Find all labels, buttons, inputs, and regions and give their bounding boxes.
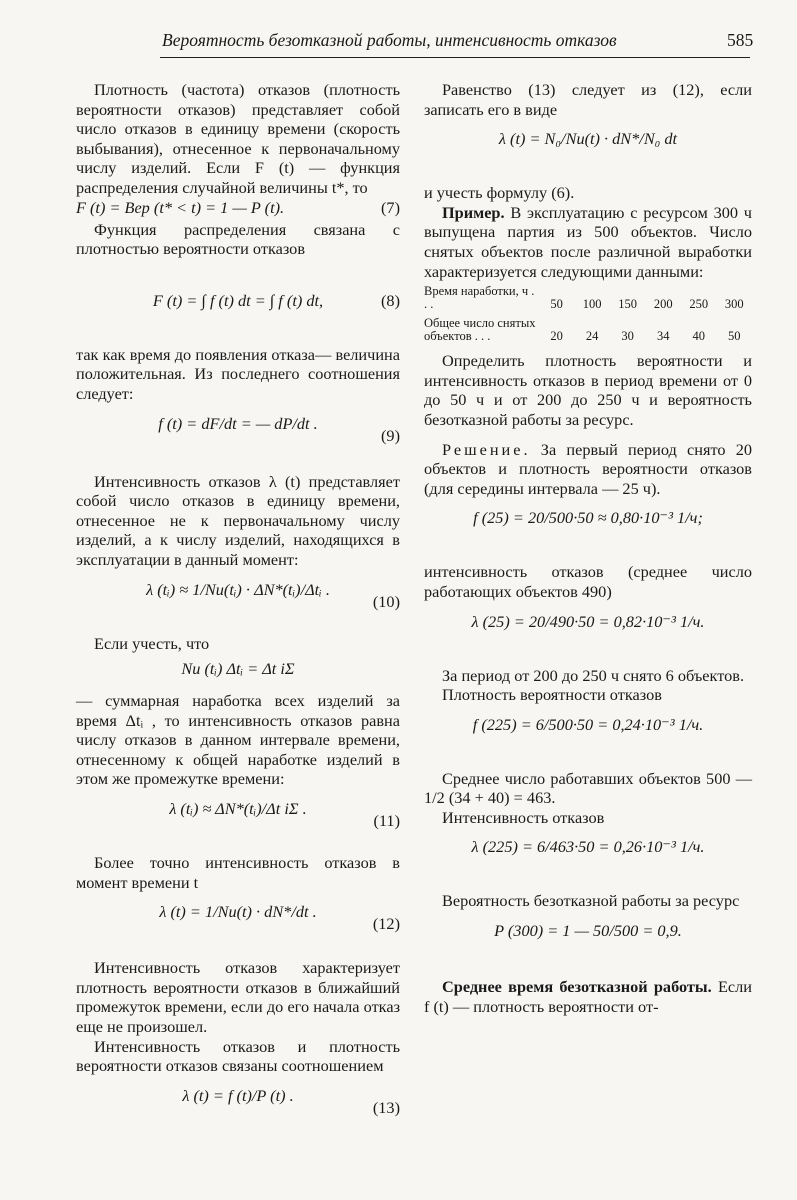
paragraph: Среднее время безотказной работы. Если f (t) — плотность вероятности от- (424, 977, 752, 1016)
paragraph: Решение. За первый период снято 20 объектов и плотность вероятности отказов (для середины интервала — 25 ч). (424, 439, 752, 498)
paragraph: Интенсивность отказов (442, 807, 605, 827)
data-table (424, 285, 752, 343)
paragraph: Равенство (13) следует из (12), если записать его в виде (424, 80, 752, 119)
paragraph: Определить плотность вероятности и интенсивность отказов в период времени от 0 до 50 ч и от 200 до 250 ч и вероятность безотказной работы за ресурс. (424, 351, 752, 429)
equation-e: λ (225) = 6/463·50 = 0,26·10⁻³ 1/ч. (471, 837, 705, 857)
paragraph: Если учесть, что (94, 633, 210, 653)
equation-d: f (225) = 6/500·50 = 0,24·10⁻³ 1/ч. (472, 714, 704, 734)
equation-11: λ (tᵢ) ≈ ΔN*(tᵢ)/Δt iΣ . (11) (169, 799, 400, 831)
paragraph: Интенсивность отказов λ (t) представляет собой число отказов в единицу времени, отнесенное не к первоначальному числу изделий, а к числу изделий, находящихся в эксплуатации в данный момент: (76, 471, 400, 569)
paragraph: интенсивность отказов (среднее число работающих объектов 490) (424, 562, 752, 601)
paragraph: Интенсивность отказов характеризует плотность вероятности отказов в ближайший промежуток времени, если до его начала отказ еще не произошел. (76, 958, 400, 1037)
page-number: 585 (727, 30, 754, 50)
equation-a: λ (t) = N₀/Nи(t) · dN*/N₀ dt (498, 129, 678, 149)
equation-b: f (25) = 20/500·50 ≈ 0,80·10⁻³ 1/ч; (473, 508, 703, 528)
paragraph: так как время до появления отказа— величина положительная. Из последнего соотношения следует: (76, 344, 400, 403)
equation-c: λ (25) = 20/490·50 = 0,82·10⁻³ 1/ч. (471, 611, 705, 631)
equation-9: f (t) = dF/dt = — dP/dt . (9) (158, 413, 400, 445)
equation-8: F (t) = ∫ f (t) dt = ∫ f (t) dt, (8) (152, 290, 400, 310)
paragraph: Плотность вероятности отказов (442, 685, 662, 705)
paragraph: Функция распределения связана с плотностью вероятности отказов (76, 219, 400, 259)
paragraph: Вероятность безотказной работы за ресурс (442, 891, 740, 911)
equation-ni: Nи (tᵢ) Δtᵢ = Δt iΣ (181, 659, 295, 679)
running-header: Вероятность безотказной работы, интенсивность отказов (162, 30, 617, 50)
table-row: Время наработки, ч . . . 50 100 150 200 250 300 (424, 284, 744, 312)
paragraph: За период от 200 до 250 ч снято 6 объектов. (442, 665, 745, 685)
paragraph: — суммарная наработка всех изделий за время Δtᵢ , то интенсивность отказов равна числу отказов в данном интервале времени, отнесенному к общей наработке изделий в этом же промежутке времени: (76, 691, 400, 789)
paragraph: Более точно интенсивность отказов в момент времени t (76, 853, 400, 892)
table-row: Общее число снятых объектов . . . 20 24 30 34 40 50 (424, 316, 741, 344)
left-column (76, 80, 400, 1140)
solution-label: Решение. (442, 439, 531, 459)
paragraph: Плотность (частота) отказов (плотность вероятности отказов) представляет собой число отказов в единицу времени (скорость выбывания), отнесенное к первоначальному числу изделий. Если F (t) — функция распределения случайной величины t*, то (76, 80, 400, 197)
example-label: Пример. (442, 202, 505, 222)
header-rule (160, 57, 750, 58)
paragraph: Интенсивность отказов и плотность вероятности отказов связаны соотношением (76, 1036, 400, 1076)
section-heading: Среднее время безотказной работы. (442, 977, 712, 997)
equation-7: F (t) = Вер (t* < t) = 1 — P (t). (7) (76, 197, 400, 217)
equation-f: P (300) = 1 — 50/500 = 0,9. (494, 921, 682, 941)
equation-10: λ (tᵢ) ≈ 1/Nи(tᵢ) · ΔN*(tᵢ)/Δtᵢ . (10) (146, 579, 400, 611)
equation-12: λ (t) = 1/Nи(t) · dN*/dt . (12) (159, 902, 400, 934)
paragraph: Пример. В эксплуатацию с ресурсом 300 ч выпущена партия из 500 объектов. Число снятых объектов после различной выработки характеризуется следующими данными: (424, 202, 752, 281)
equation-13: λ (t) = f (t)/P (t) . (13) (182, 1085, 400, 1117)
right-column (424, 80, 752, 1016)
paragraph: и учесть формулу (6). (424, 183, 575, 203)
paragraph: Среднее число работавших объектов 500 — 1/2 (34 + 40) = 463. (424, 768, 752, 808)
